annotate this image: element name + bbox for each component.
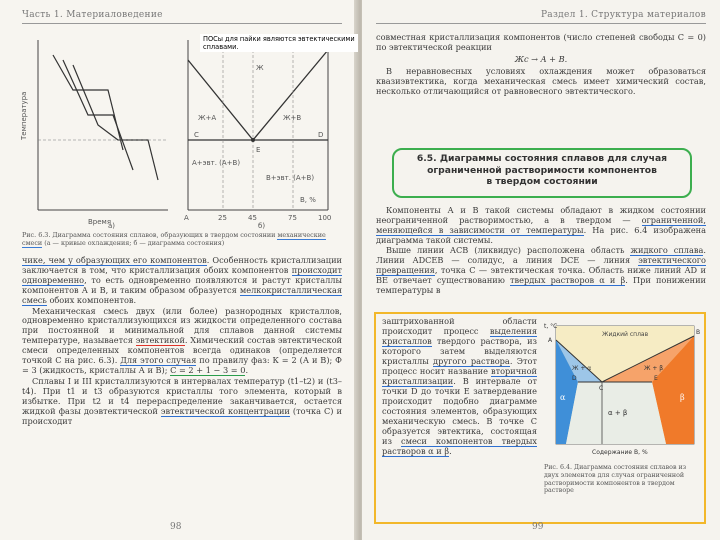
text: , то есть одновременно появляются и растут кристаллы компонентов А и В, и таким образом образуется (22, 274, 342, 295)
text: . (245, 364, 249, 375)
right-mid-text (376, 205, 706, 295)
underlined-text: твердых растворов α и β (510, 275, 626, 285)
figure-6-3 (18, 30, 343, 230)
phase-label-liquid-b: Ж+B (283, 114, 302, 122)
x-tick-3: 75 (288, 214, 297, 222)
underlined-text: смеси компонентов твердых растворов α и β (382, 436, 538, 456)
right-top-text (376, 32, 706, 96)
diagram-ylabel: t, °C (544, 323, 558, 330)
eutectic-formula: Жс → A + B. (514, 54, 568, 64)
text: . В интервале от точки D до точки E затвердевание происходит подобно диаграмме состояния элементов, образующих механическую смесь. В точке С образуется эвтектика, состоящая из (382, 376, 537, 446)
right-running-head: Раздел 1. Структура материалов (376, 10, 706, 20)
right-column-text (382, 316, 537, 456)
region-beta: β (680, 393, 685, 402)
phase-label-b-eut: B+эвт. (A+B) (266, 174, 315, 182)
underlined-text: эвтектического превращения (376, 255, 706, 275)
underlined-text: С = 2 + 1 − 3 = 0 (170, 364, 246, 375)
text: . Этот процесс носит название (382, 356, 537, 376)
paragraph-2 (22, 307, 342, 376)
phase-label-liquid: Ж (256, 64, 264, 72)
liquid-label: Жидкий сплав (602, 331, 649, 338)
overlay-note: ПОСы для пайки являются эвтектическими сплавами. (200, 34, 358, 52)
caption-highlight: механические смеси (22, 231, 326, 247)
underlined-text: ограниченной, меняющейся в зависимости от температуры (376, 215, 706, 235)
top-paragraph-a: совместная кристаллизация компонентов (число степеней свободы С = 0) по эвтектической реакции (376, 32, 706, 52)
right-page-number: 99 (532, 522, 544, 532)
text: Сплавы I и III кристаллизуются в интервалах температур (t1–t2) и (t3–t4). При t1 и t3 образуются кристаллы того элемента, который в избытке. При t2 и t4 перераспределение заканчивается, остается жидкой фазы доэвтектической (22, 375, 342, 416)
text: , точка С — эвтектическая точка. Область ниже линий AD и BE отвечает существованию (376, 265, 706, 285)
figure-xlabel-a: Время (88, 218, 112, 226)
x-tick-4: 100 (318, 214, 332, 222)
figure-6-3-svg (18, 30, 343, 230)
diagram-xlabel: Содержание B, % (592, 449, 648, 456)
point-e-label: E (256, 146, 261, 154)
figure-6-4-svg (542, 320, 700, 460)
point-d-label: D (318, 131, 324, 139)
underlined-text: мелкокристаллическая смесь (22, 284, 342, 305)
text: Механическая смесь двух (или более) разнородных кристаллов, одновременно кристаллизующихся из жидкости определенного состава при постоянной и минимальной для сплавов данной системы температуре, называется (22, 305, 342, 346)
paragraph-3 (22, 377, 342, 427)
figure-ylabel: Температура (20, 91, 28, 140)
point-a: A (548, 337, 553, 344)
underlined-text: происходит одновременно (22, 264, 342, 285)
text: по правилу фаз: К = 2 (А и В); Ф = 3 (жидкость, кристаллы А и В); (22, 355, 342, 375)
point-c-label: C (194, 131, 199, 139)
text: заштрихованной области происходит процесс (382, 316, 537, 336)
text: обоих компонентов. (46, 294, 137, 305)
region-liquid-beta: Ж + β (644, 365, 664, 372)
region-liquid-alpha: Ж + α (572, 365, 592, 372)
text: . На рис. 6.4 изображена диаграмма такой системы. (376, 225, 706, 245)
eutectic-point (251, 138, 255, 142)
x-unit: B, % (300, 196, 316, 204)
paragraph-1 (22, 256, 342, 306)
section-title-box (392, 148, 692, 198)
x-tick-0: A (184, 214, 189, 222)
underlined-text: чике, чем у образующих его компонентов (22, 255, 207, 265)
section-title-line-3: в твердом состоянии (486, 176, 598, 187)
x-tick-1: 25 (218, 214, 227, 222)
region-alpha: α (560, 393, 566, 402)
text: . При понижении температуры в (376, 275, 707, 295)
point-b: B (696, 329, 700, 336)
figure-6-3-caption (22, 231, 340, 247)
text: (точка С) и происходит (22, 405, 342, 426)
text: . Особенность кристаллизации заключается в том, что кристаллизация обоих компонентов (22, 255, 342, 275)
section-title-line-2: ограниченной растворимости компонентов (427, 164, 657, 176)
point-c: C (599, 385, 604, 392)
underlined-text: Для этого случая (120, 355, 197, 366)
caption-text-end: (а — кривые охлаждения; б — диаграмма состояния) (42, 239, 225, 247)
text: Компоненты А и В такой системы обладают в жидком состоянии неограниченной растворимостью, а в твердом — (376, 205, 706, 225)
caption-text: Рис. 6.3. Диаграмма состояния сплавов, образующих в твердом состоянии (22, 231, 278, 239)
right-page (362, 0, 720, 540)
text: . Линии ADCEB — солидус, а линия DCE — линия (376, 245, 706, 265)
point-d: D (572, 375, 577, 382)
phase-label-a-eut: A+эвт. (A+B) (192, 159, 241, 167)
region-alpha-beta: α + β (608, 409, 628, 417)
phase-label-liquid-a: Ж+A (198, 114, 217, 122)
figure-label-a: а) (108, 222, 116, 230)
figure-6-4-caption: Рис. 6.4. Диаграмма состояния сплавов из двух элементов для случая ограниченной растворимости компонентов в твердом растворе (544, 464, 687, 495)
left-running-head: Часть 1. Материаловедение (22, 10, 342, 20)
text: . Химический состав эвтектической смеси определенных компонентов всегда одинаков (определяется точкой С на рис. 6.3). (22, 335, 342, 366)
underlined-text: вторичной кристаллизации (382, 366, 537, 386)
figure-6-4 (542, 320, 700, 460)
mid-paragraph-1 (376, 205, 706, 245)
left-body-text (22, 256, 342, 427)
text: твердого раствора, из которого затем выделяются кристаллы (382, 336, 537, 366)
x-tick-2: 45 (248, 214, 257, 222)
cooling-curve-2 (63, 60, 133, 170)
text: Выше линии ACB (ликвидус) расположена область (386, 245, 631, 255)
underlined-text: другого раствора (433, 356, 510, 366)
underlined-text: эвтектикой (135, 335, 185, 346)
section-title-line-1: 6.5. Диаграммы состояния сплавов для случая (416, 153, 668, 164)
left-page-number: 98 (170, 522, 182, 532)
underlined-text: выделения кристаллов (382, 326, 537, 346)
left-page (0, 0, 358, 540)
mid-paragraph-2 (376, 245, 706, 295)
underlined-text: жидкого сплава (630, 245, 704, 255)
figure-label-b: б) (258, 222, 266, 230)
top-paragraph-b: В неравновесных условиях охлаждения может образоваться квазиэвтектика, когда механическая смесь имеет химический состав, несколько отличающийся от равновесного эвтектического. (376, 66, 706, 96)
underlined-text: эвтектической концентрации (160, 405, 290, 416)
point-e: E (654, 375, 658, 382)
text: . (449, 446, 452, 456)
